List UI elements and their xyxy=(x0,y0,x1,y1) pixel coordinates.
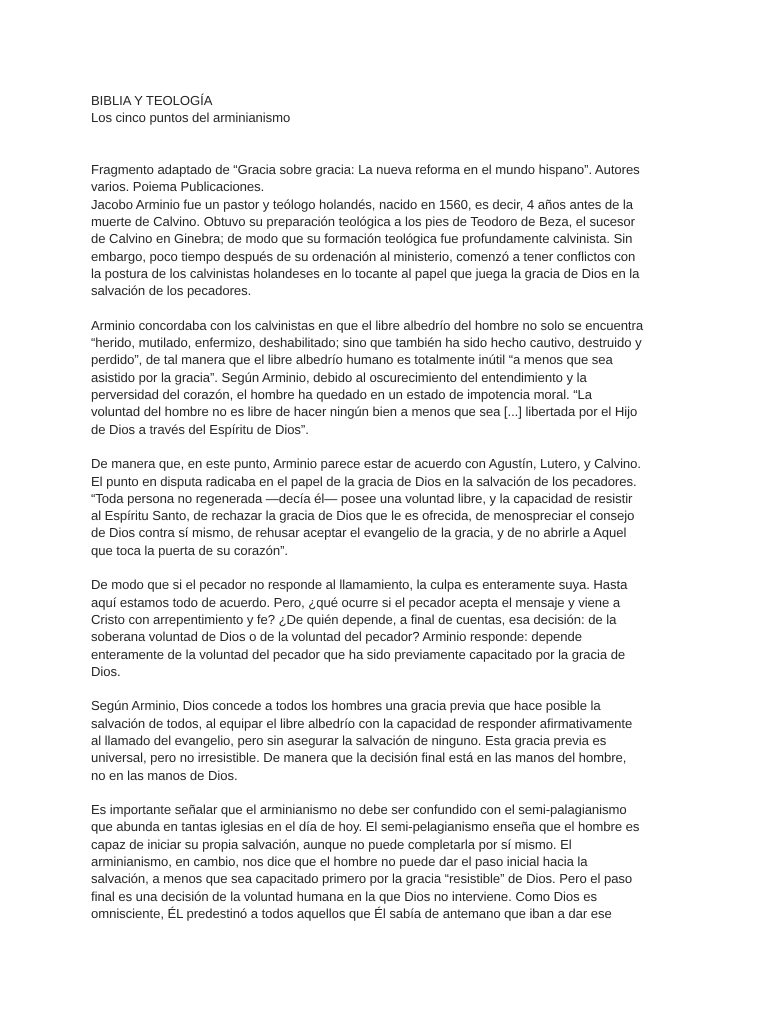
text-line: Jacobo Arminio fue un pastor y teólogo holandés, nacido en 1560, es decir, 4 años antes de la xyxy=(91,196,634,212)
paragraph-free-will xyxy=(91,317,689,438)
text-line: que toca la puerta de su corazón”. xyxy=(91,542,289,558)
text-line: perdido”, de tal manera que el libre albedrío humano es totalmente inútil “a menos que sea xyxy=(91,352,613,368)
paragraph-intro xyxy=(91,161,689,299)
paragraph-dispute xyxy=(91,455,689,559)
paragraph-responsibility xyxy=(91,576,689,680)
text-line: no en las manos de Dios. xyxy=(91,767,238,783)
article-title: Los cinco puntos del arminianismo xyxy=(91,110,291,126)
text-line: Cristo con arrepentimiento y fe? ¿De quién depende, a final de cuentas, esa decisión: de la xyxy=(91,611,617,627)
text-line: El punto en disputa radicaba en el papel de la gracia de Dios en la salvación de los pecadores. xyxy=(91,473,637,489)
header-block xyxy=(91,92,689,127)
text-line: asistido por la gracia”. Según Arminio, debido al oscurecimiento del entendimiento y la xyxy=(91,369,587,385)
text-line: “Toda persona no regenerada —decía él— posee una voluntad libre, y la capacidad de resistir xyxy=(91,490,633,506)
text-line: la postura de los calvinistas holandeses en lo tocante al papel que juega la gracia de Dios en la xyxy=(91,265,640,281)
text-line: omnisciente, ÉL predestinó a todos aquellos que Él sabía de antemano que iban a dar ese xyxy=(91,905,612,921)
text-line: perversidad del corazón, el hombre ha quedado en un estado de impotencia moral. “La xyxy=(91,387,593,403)
text-line: al Espíritu Santo, de rechazar la gracia de Dios que le es ofrecida, de menospreciar el consejo xyxy=(91,508,635,524)
text-line: final es una decisión de la voluntad humana en la que Dios no interviene. Como Dios es xyxy=(91,888,597,904)
text-line: muerte de Calvino. Obtuvo su preparación teológica a los pies de Teodoro de Beza, el sucesor xyxy=(91,214,635,230)
text-line: De modo que si el pecador no responde al llamamiento, la culpa es enteramente suya. Hasta xyxy=(91,577,628,593)
text-line: al llamado del evangelio, pero sin asegurar la salvación de ninguno. Esta gracia previa es xyxy=(91,732,607,748)
paragraph-prevenient-grace xyxy=(91,697,689,783)
text-line: de Dios contra sí mismo, de rehusar aceptar el evangelio de la gracia, y de no abrirle a Aquel xyxy=(91,525,627,541)
text-line: Es importante señalar que el arminianismo no debe ser confundido con el semi-palagianismo xyxy=(91,802,627,818)
document-body xyxy=(91,92,689,940)
text-line: enteramente de la voluntad del pecador que ha sido previamente capacitado por la gracia de xyxy=(91,646,626,662)
text-line: salvación de todos, al equipar el libre albedrío con la capacidad de responder afirmativamente xyxy=(91,715,633,731)
text-line: soberana voluntad de Dios o de la voluntad del pecador? Arminio responde: depende xyxy=(91,629,582,645)
text-line: Arminio concordaba con los calvinistas en que el libre albedrío del hombre no solo se encuentra xyxy=(91,317,644,333)
text-line: universal, pero no irresistible. De manera que la decisión final está en las manos del hombre, xyxy=(91,750,627,766)
text-line: de Dios a través del Espíritu de Dios”. xyxy=(91,421,309,437)
text-line: de Calvino en Ginebra; de modo que su formación teológica fue profundamente calvinista. Sin xyxy=(91,231,633,247)
text-line: embargo, poco tiempo después de su ordenación al ministerio, comenzó a tener conflictos con xyxy=(91,248,636,264)
text-line: “herido, mutilado, enfermizo, deshabilitado; sino que también ha sido hecho cautivo, destruido y xyxy=(91,335,642,351)
text-line: Fragmento adaptado de “Gracia sobre gracia: La nueva reforma en el mundo hispano”. Autores xyxy=(91,162,640,178)
text-line: De manera que, en este punto, Arminio parece estar de acuerdo con Agustín, Lutero, y Calvino. xyxy=(91,456,641,472)
text-line: aquí estamos todo de acuerdo. Pero, ¿qué ocurre si el pecador acepta el mensaje y viene a xyxy=(91,594,621,610)
section-heading: BIBLIA Y TEOLOGÍA xyxy=(91,93,213,108)
text-line: salvación de los pecadores. xyxy=(91,283,252,299)
text-line: Dios. xyxy=(91,663,121,679)
text-line: varios. Poiema Publicaciones. xyxy=(91,179,265,195)
text-line: salvación, a menos que sea capacitado primero por la gracia “resistible” de Dios. Pero el paso xyxy=(91,871,633,887)
text-line: voluntad del hombre no es libre de hacer ningún bien a menos que sea [...] libertada por el Hijo xyxy=(91,404,638,420)
text-line: que abunda en tantas iglesias en el día de hoy. El semi-pelagianismo enseña que el hombre es xyxy=(91,819,640,835)
text-line: arminianismo, en cambio, nos dice que el hombre no puede dar el paso inicial hacia la xyxy=(91,854,588,870)
paragraph-semi-pelagianism xyxy=(91,801,689,922)
text-line: Según Arminio, Dios concede a todos los hombres una gracia previa que hace posible la xyxy=(91,698,601,714)
text-line: capaz de iniciar su propia salvación, aunque no puede completarla por sí mismo. El xyxy=(91,836,572,852)
